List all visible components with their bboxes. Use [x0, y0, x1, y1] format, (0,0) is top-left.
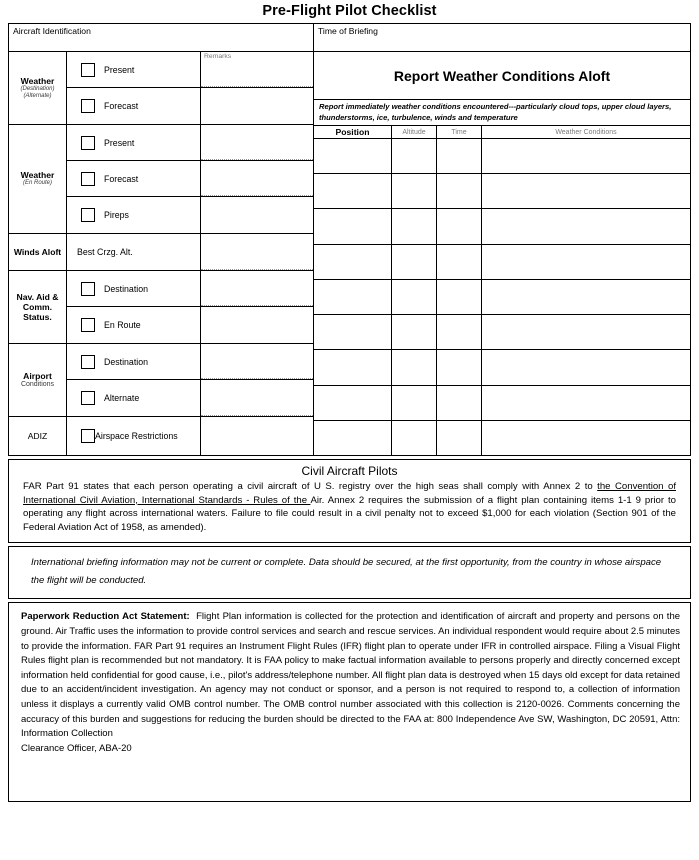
checklist-item-navaid-enroute[interactable]	[67, 307, 201, 343]
cell-altitude[interactable]	[392, 139, 437, 173]
remarks-field[interactable]	[201, 271, 313, 306]
report-weather-instruction: Report immediately weather conditions encountered---particularly cloud tops, upper cloud layers, thunderstorms, ice, turbulence, winds and temperature	[314, 100, 690, 126]
checkbox-icon[interactable]	[81, 63, 95, 77]
time-of-briefing-label: Time of Briefing	[318, 26, 378, 36]
cell-conditions[interactable]	[482, 209, 690, 243]
checkbox-icon[interactable]	[81, 355, 95, 369]
checklist-item-label: Destination	[104, 356, 149, 367]
checklist-row	[67, 417, 313, 455]
left-checklist-panel	[9, 24, 314, 455]
cell-conditions[interactable]	[482, 174, 690, 208]
column-header-weather-conditions: Weather Conditions	[555, 128, 617, 136]
checkbox-icon[interactable]	[81, 318, 95, 332]
remarks-field[interactable]	[201, 125, 313, 160]
international-notice-text: International briefing information may not be current or complete. Data should be secured, at the first opportunity, from the country in whose airspace the flight will be conducted.	[31, 557, 662, 587]
cell-position[interactable]	[314, 350, 392, 384]
table-row[interactable]	[314, 350, 690, 385]
remarks-label: Remarks	[204, 53, 232, 60]
table-row[interactable]	[314, 280, 690, 315]
cell-time[interactable]	[437, 245, 482, 279]
cell-altitude[interactable]	[392, 280, 437, 314]
international-notice-box	[8, 546, 691, 599]
checkbox-icon[interactable]	[81, 429, 95, 443]
cell-position[interactable]	[314, 280, 392, 314]
checklist-group-adiz	[9, 417, 313, 455]
paperwork-reduction-tail: Clearance Officer, ABA-20	[21, 742, 132, 754]
paperwork-reduction-text: Flight Plan information is collected for the protection and identification of aircraft and property and persons on the ground. Air Traffic uses the information to provide control services and search and rescue services. An individual respondent would require about 2.5 minutes to provide the information. FAR Part 91 requires an Instrument Flight Rules (IFR) flight plan to operate under IFR in controlled airspace. Filing a Visual Flight Rules flight plan is recommended but not mandatory. It is FAA policy to make factual information available to persons properly and directly concerned except information held confidential for good cause, i.e., pilot's address/telephone number. All flight plan data is destroyed when 15 days old except for data retained due to an accident/incident investigation. An agency may not conduct or sponsor, and a person is not required to respond to, a collection of information unless it displays a currently valid OMB control number. The OMB control number associated with this collection is 2120-0026. Comments concerning the accuracy of this burden and suggestions for reducing the burden should be directed to the FAA at: 800 Independence Ave SW, Washington, DC 20591, Attn: Information Collection	[21, 611, 681, 740]
cell-position[interactable]	[314, 315, 392, 349]
checkbox-icon[interactable]	[81, 208, 95, 222]
civil-para-2: Air. Annex 2 requires the submission of a flight plan containing items 1-1 9 prior to operating any flight across international waters. Failure to file could result in a civil penalty not to exceed $1,000 for each violation (Section 901 of the Federal Aviation Act of 1958, as amended).	[23, 494, 676, 533]
checklist-item-label: En Route	[104, 320, 141, 330]
cell-position[interactable]	[314, 245, 392, 279]
cell-time[interactable]	[437, 280, 482, 314]
group-label-nav-aid-comm-status	[9, 271, 67, 343]
table-row[interactable]	[314, 315, 690, 350]
group-label-main: Weather	[20, 75, 55, 86]
checklist-row	[67, 380, 313, 416]
checklist-item-weather-enroute-pireps[interactable]	[67, 197, 201, 233]
group-label-sub2: (Alternate)	[23, 93, 52, 99]
checklist-item-navaid-destination[interactable]	[67, 271, 201, 306]
checklist-item-label: Present	[104, 137, 135, 148]
cell-time[interactable]	[437, 209, 482, 243]
cell-time[interactable]	[437, 350, 482, 384]
cell-altitude[interactable]	[392, 350, 437, 384]
checklist-item-best-crzg-alt[interactable]	[67, 234, 201, 270]
cell-conditions[interactable]	[482, 386, 690, 420]
checkbox-icon[interactable]	[81, 172, 95, 186]
group-label-main: ADIZ	[27, 431, 48, 441]
checklist-item-weather-enroute-forecast[interactable]	[67, 161, 201, 196]
remarks-field[interactable]	[201, 88, 313, 124]
checklist-item-label: Destination	[104, 283, 149, 294]
remarks-field[interactable]	[201, 197, 313, 233]
cell-altitude[interactable]	[392, 315, 437, 349]
checkbox-icon[interactable]	[81, 391, 95, 405]
cell-conditions[interactable]	[482, 280, 690, 314]
checkbox-icon[interactable]	[81, 282, 95, 296]
checklist-item-label: Pireps	[104, 210, 129, 220]
checklist-group-airport-conditions	[9, 344, 313, 417]
checklist-item-label: Best Crzg. Alt.	[77, 247, 133, 257]
paperwork-reduction-heading: Paperwork Reduction Act Statement:	[21, 611, 190, 623]
cell-time[interactable]	[437, 174, 482, 208]
checklist-row	[67, 271, 313, 307]
cell-conditions[interactable]	[482, 245, 690, 279]
group-label-main: Winds Aloft	[13, 247, 62, 257]
cell-position[interactable]	[314, 209, 392, 243]
cell-position[interactable]	[314, 386, 392, 420]
remarks-field[interactable]	[201, 417, 313, 455]
cell-altitude[interactable]	[392, 421, 437, 455]
group-label-airport-conditions	[9, 344, 67, 416]
time-of-briefing-field[interactable]	[314, 24, 690, 52]
cell-altitude[interactable]	[392, 174, 437, 208]
checklist-item-label: Forecast	[104, 101, 139, 111]
cell-position[interactable]	[314, 421, 392, 455]
cell-time[interactable]	[437, 421, 482, 455]
table-row[interactable]	[314, 209, 690, 244]
table-row[interactable]	[314, 245, 690, 280]
checklist-item-weather-enroute-present[interactable]	[67, 125, 201, 160]
checklist-group-winds-aloft	[9, 234, 313, 271]
group-label-sub1: (En Route)	[22, 180, 52, 187]
cell-altitude[interactable]	[392, 209, 437, 243]
cell-time[interactable]	[437, 139, 482, 173]
checklist-row	[67, 161, 313, 197]
checklist-item-airport-destination[interactable]	[67, 344, 201, 379]
checklist-item-label: Alternate	[104, 393, 140, 403]
remarks-field[interactable]	[201, 52, 313, 87]
checklist-group-weather-enroute	[9, 125, 313, 234]
group-label-winds-aloft	[9, 234, 67, 270]
group-label-sub1: Conditions	[20, 381, 55, 389]
table-row[interactable]	[314, 421, 690, 455]
checkbox-icon[interactable]	[81, 99, 95, 113]
cell-altitude[interactable]	[392, 245, 437, 279]
report-weather-panel	[314, 24, 690, 455]
weather-report-table	[314, 126, 690, 455]
paperwork-reduction-box	[8, 602, 691, 802]
cell-position[interactable]	[314, 174, 392, 208]
checklist-item-adiz-airspace-restrictions[interactable]	[67, 417, 201, 455]
table-row[interactable]	[314, 139, 690, 174]
group-label-main: Nav. Aid & Comm. Status.	[16, 292, 59, 322]
checklist-item-airport-alternate[interactable]	[67, 380, 201, 416]
column-header-altitude: Altitude	[392, 126, 437, 138]
paperwork-reduction-body	[9, 603, 690, 766]
remarks-field[interactable]	[201, 344, 313, 379]
cell-time[interactable]	[437, 315, 482, 349]
group-label-sub1: (Destination)	[20, 85, 55, 92]
checklist-row	[67, 125, 313, 161]
cell-conditions[interactable]	[482, 139, 690, 173]
weather-report-header-row	[314, 126, 690, 139]
page-title: Pre-Flight Pilot Checklist	[262, 3, 437, 19]
checklist-group-weather-destination	[9, 52, 313, 125]
group-label-main: Airport	[23, 371, 52, 382]
group-label-weather-enroute	[9, 125, 67, 233]
checklist-row	[67, 88, 313, 124]
checklist-row	[67, 344, 313, 380]
remarks-field[interactable]	[201, 307, 313, 343]
checklist-item-weather-dest-forecast[interactable]	[67, 88, 201, 124]
civil-para-1: FAR Part 91 states that each person operating a civil aircraft of U S. registry over the high seas shall comply with Annex 2 to	[23, 481, 598, 492]
civil-aircraft-pilots-title: Civil Aircraft Pilots	[301, 464, 398, 478]
civil-aircraft-pilots-body	[9, 480, 690, 542]
checklist-item-label: Airspace Restrictions	[95, 431, 178, 441]
aircraft-identification-field[interactable]	[9, 24, 313, 52]
remarks-field[interactable]	[201, 380, 313, 416]
checklist-row	[67, 197, 313, 233]
civil-underlined-citation: the Convention of International Civil Aviation, International Standards - Rules of the	[23, 481, 676, 506]
cell-position[interactable]	[314, 139, 392, 173]
column-header-time: Time	[437, 126, 482, 138]
remarks-field[interactable]	[201, 161, 313, 196]
cell-conditions[interactable]	[482, 421, 690, 455]
table-row[interactable]	[314, 174, 690, 209]
remarks-field[interactable]	[201, 234, 313, 270]
checkbox-icon[interactable]	[81, 136, 95, 150]
column-header-position: Position	[314, 126, 392, 138]
checklist-group-nav-aid-comm-status	[9, 271, 313, 344]
group-label-adiz	[9, 417, 67, 455]
group-label-main: Weather	[20, 170, 55, 181]
table-row[interactable]	[314, 386, 690, 421]
aircraft-identification-label: Aircraft Identification	[13, 26, 91, 36]
group-label-weather-destination	[9, 52, 67, 124]
civil-aircraft-pilots-box	[8, 459, 691, 543]
cell-time[interactable]	[437, 386, 482, 420]
checklist-form-block	[8, 23, 691, 456]
checklist-row	[67, 52, 313, 88]
cell-conditions[interactable]	[482, 350, 690, 384]
checklist-item-weather-dest-present[interactable]	[67, 52, 201, 87]
cell-conditions[interactable]	[482, 315, 690, 349]
cell-altitude[interactable]	[392, 386, 437, 420]
checklist-row	[67, 234, 313, 270]
checklist-row	[67, 307, 313, 343]
report-weather-title: Report Weather Conditions Aloft	[314, 52, 690, 100]
checklist-item-label: Forecast	[104, 173, 139, 184]
checklist-item-label: Present	[104, 64, 135, 75]
